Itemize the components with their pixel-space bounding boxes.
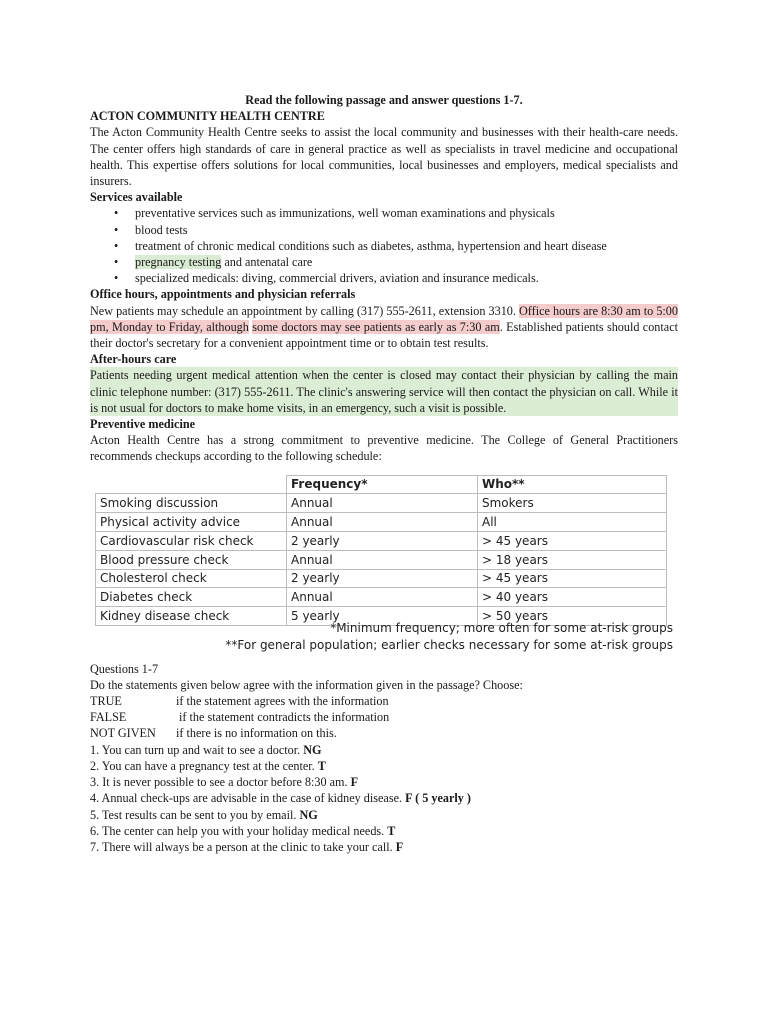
- choice-desc: if there is no information on this.: [176, 726, 337, 741]
- population-footnote: **For general population; earlier checks necessary for some at-risk groups: [225, 637, 673, 652]
- highlighted-text: Office hours are 8:30 am to 5:00 pm, Monday to Friday, although: [90, 303, 678, 334]
- choice-key: TRUE: [90, 694, 122, 709]
- table-cell: > 45 years: [478, 532, 667, 551]
- table-row: [96, 588, 667, 607]
- choice-desc: if the statement contradicts the information: [176, 710, 390, 725]
- intro-paragraph: The Acton Community Health Centre seeks to assist the local community and businesses with their health-care needs. The center offers high standards of care in general practice as well as specialists in travel medicine and occupational health. This expertise offers solutions for local communities, local businesses and employers, medical specialists and insurers.: [90, 125, 678, 189]
- question-text: 7. There will always be a person at the clinic to take your call.: [90, 839, 396, 854]
- table-cell: > 50 years: [478, 607, 667, 626]
- office-heading: Office hours, appointments and physician referrals: [90, 287, 356, 302]
- table-cell: Annual: [287, 494, 478, 513]
- table-cell: Diabetes check: [96, 588, 287, 607]
- table-cell: > 18 years: [478, 550, 667, 569]
- table-cell: Blood pressure check: [96, 550, 287, 569]
- question-answer: NG: [299, 807, 318, 822]
- question-text: 5. Test results can be sent to you by email.: [90, 807, 300, 822]
- questions-prompt: Do the statements given below agree with the information given in the passage? Choose:: [90, 677, 523, 692]
- table-cell: 2 yearly: [287, 532, 478, 551]
- question-item: [90, 774, 678, 790]
- table-row: [96, 569, 667, 588]
- frequency-footnote: *Minimum frequency; more often for some at-risk groups: [330, 620, 673, 635]
- table-cell: Physical activity advice: [96, 513, 287, 532]
- schedule-table: [95, 475, 667, 626]
- document-page: [90, 92, 678, 855]
- list-item: • specialized medicals: diving, commercial drivers, aviation and insurance medicals.: [135, 270, 678, 286]
- table-cell: 5 yearly: [287, 607, 478, 626]
- table-cell: Kidney disease check: [96, 607, 287, 626]
- after-hours-heading: After-hours care: [90, 352, 177, 367]
- choice-key: FALSE: [90, 710, 127, 725]
- table-cell: Annual: [287, 513, 478, 532]
- question-answer: T: [387, 823, 396, 838]
- instruction: Read the following passage and answer questions 1-7.: [245, 93, 523, 107]
- services-list: [90, 205, 678, 286]
- table-cell: Cholesterol check: [96, 569, 287, 588]
- question-item: [90, 839, 678, 855]
- question-item: [90, 742, 678, 758]
- table-row: [96, 550, 667, 569]
- list-item: • treatment of chronic medical conditions such as diabetes, asthma, hypertension and heart disease: [135, 238, 678, 254]
- question-list: [90, 742, 678, 855]
- question-item: [90, 758, 678, 774]
- question-item: [90, 790, 678, 806]
- table-header-row: [96, 475, 667, 494]
- question-text: 4. Annual check-ups are advisable in the case of kidney disease.: [90, 791, 406, 806]
- table-cell: Smokers: [478, 494, 667, 513]
- question-answer: F: [350, 775, 359, 790]
- office-text: New patients may schedule an appointment by calling (317) 555-2611, extension 3310.: [90, 303, 519, 318]
- after-hours-paragraph: Patients needing urgent medical attention when the center is closed may contact their physician by calling the main clinic telephone number: (317) 555-2611. The clinic's answering service will then contact the physician on call. While it is not usual for doctors to make home visits, in an emergency, such a visit is possible.: [90, 368, 678, 415]
- highlighted-text: some doctors may see patients as early as 7:30 am: [252, 319, 500, 334]
- table-cell: All: [478, 513, 667, 532]
- list-item: • blood tests: [135, 222, 678, 238]
- table-header-cell: Frequency*: [287, 475, 478, 494]
- highlighted-text: pregnancy testing: [135, 255, 222, 270]
- table-cell: Smoking discussion: [96, 494, 287, 513]
- question-item: [90, 807, 678, 823]
- question-answer: F: [395, 839, 404, 854]
- schedule-figure: [90, 467, 678, 652]
- question-text: 1. You can turn up and wait to see a doctor.: [90, 742, 304, 757]
- choice-key: NOT GIVEN: [90, 726, 156, 741]
- list-item: [135, 254, 678, 270]
- table-row: [96, 532, 667, 551]
- table-body: [96, 494, 667, 626]
- question-text: 3. It is never possible to see a doctor before 8:30 am.: [90, 775, 351, 790]
- question-answer: F ( 5 yearly ): [405, 791, 471, 806]
- table-cell: Annual: [287, 550, 478, 569]
- table-cell: Annual: [287, 588, 478, 607]
- question-item: [90, 823, 678, 839]
- table-row: [96, 513, 667, 532]
- question-text: 2. You can have a pregnancy test at the center.: [90, 758, 318, 773]
- table-cell: > 40 years: [478, 588, 667, 607]
- list-item-text: and antenatal care: [221, 255, 313, 270]
- choice-row: [90, 725, 678, 741]
- table-cell: > 45 years: [478, 569, 667, 588]
- questions-section: [90, 661, 678, 855]
- table-header-cell: Who**: [478, 475, 667, 494]
- table-cell: 2 yearly: [287, 569, 478, 588]
- table-row: [96, 494, 667, 513]
- questions-heading: Questions 1-7: [90, 661, 159, 676]
- services-heading: Services available: [90, 190, 183, 205]
- office-paragraph: [90, 303, 678, 352]
- choice-desc: if the statement agrees with the information: [176, 694, 389, 709]
- preventive-heading: Preventive medicine: [90, 417, 196, 432]
- question-text: 6. The center can help you with your holiday medical needs.: [90, 823, 388, 838]
- list-item: • preventative services such as immunizations, well woman examinations and physicals: [135, 205, 678, 221]
- table-header-cell: [96, 475, 287, 494]
- choice-row: [90, 693, 678, 709]
- question-answer: T: [317, 758, 326, 773]
- choice-row: [90, 709, 678, 725]
- office-text: . Established patients should contact their doctor's secretary for a convenient appointment time or to obtain test results.: [90, 319, 678, 351]
- page-title: ACTON COMMUNITY HEALTH CENTRE: [90, 109, 325, 124]
- table-cell: Cardiovascular risk check: [96, 532, 287, 551]
- preventive-paragraph: Acton Health Centre has a strong commitment to preventive medicine. The College of General Practitioners recommends checkups according to the following schedule:: [90, 433, 678, 464]
- question-answer: NG: [303, 742, 322, 757]
